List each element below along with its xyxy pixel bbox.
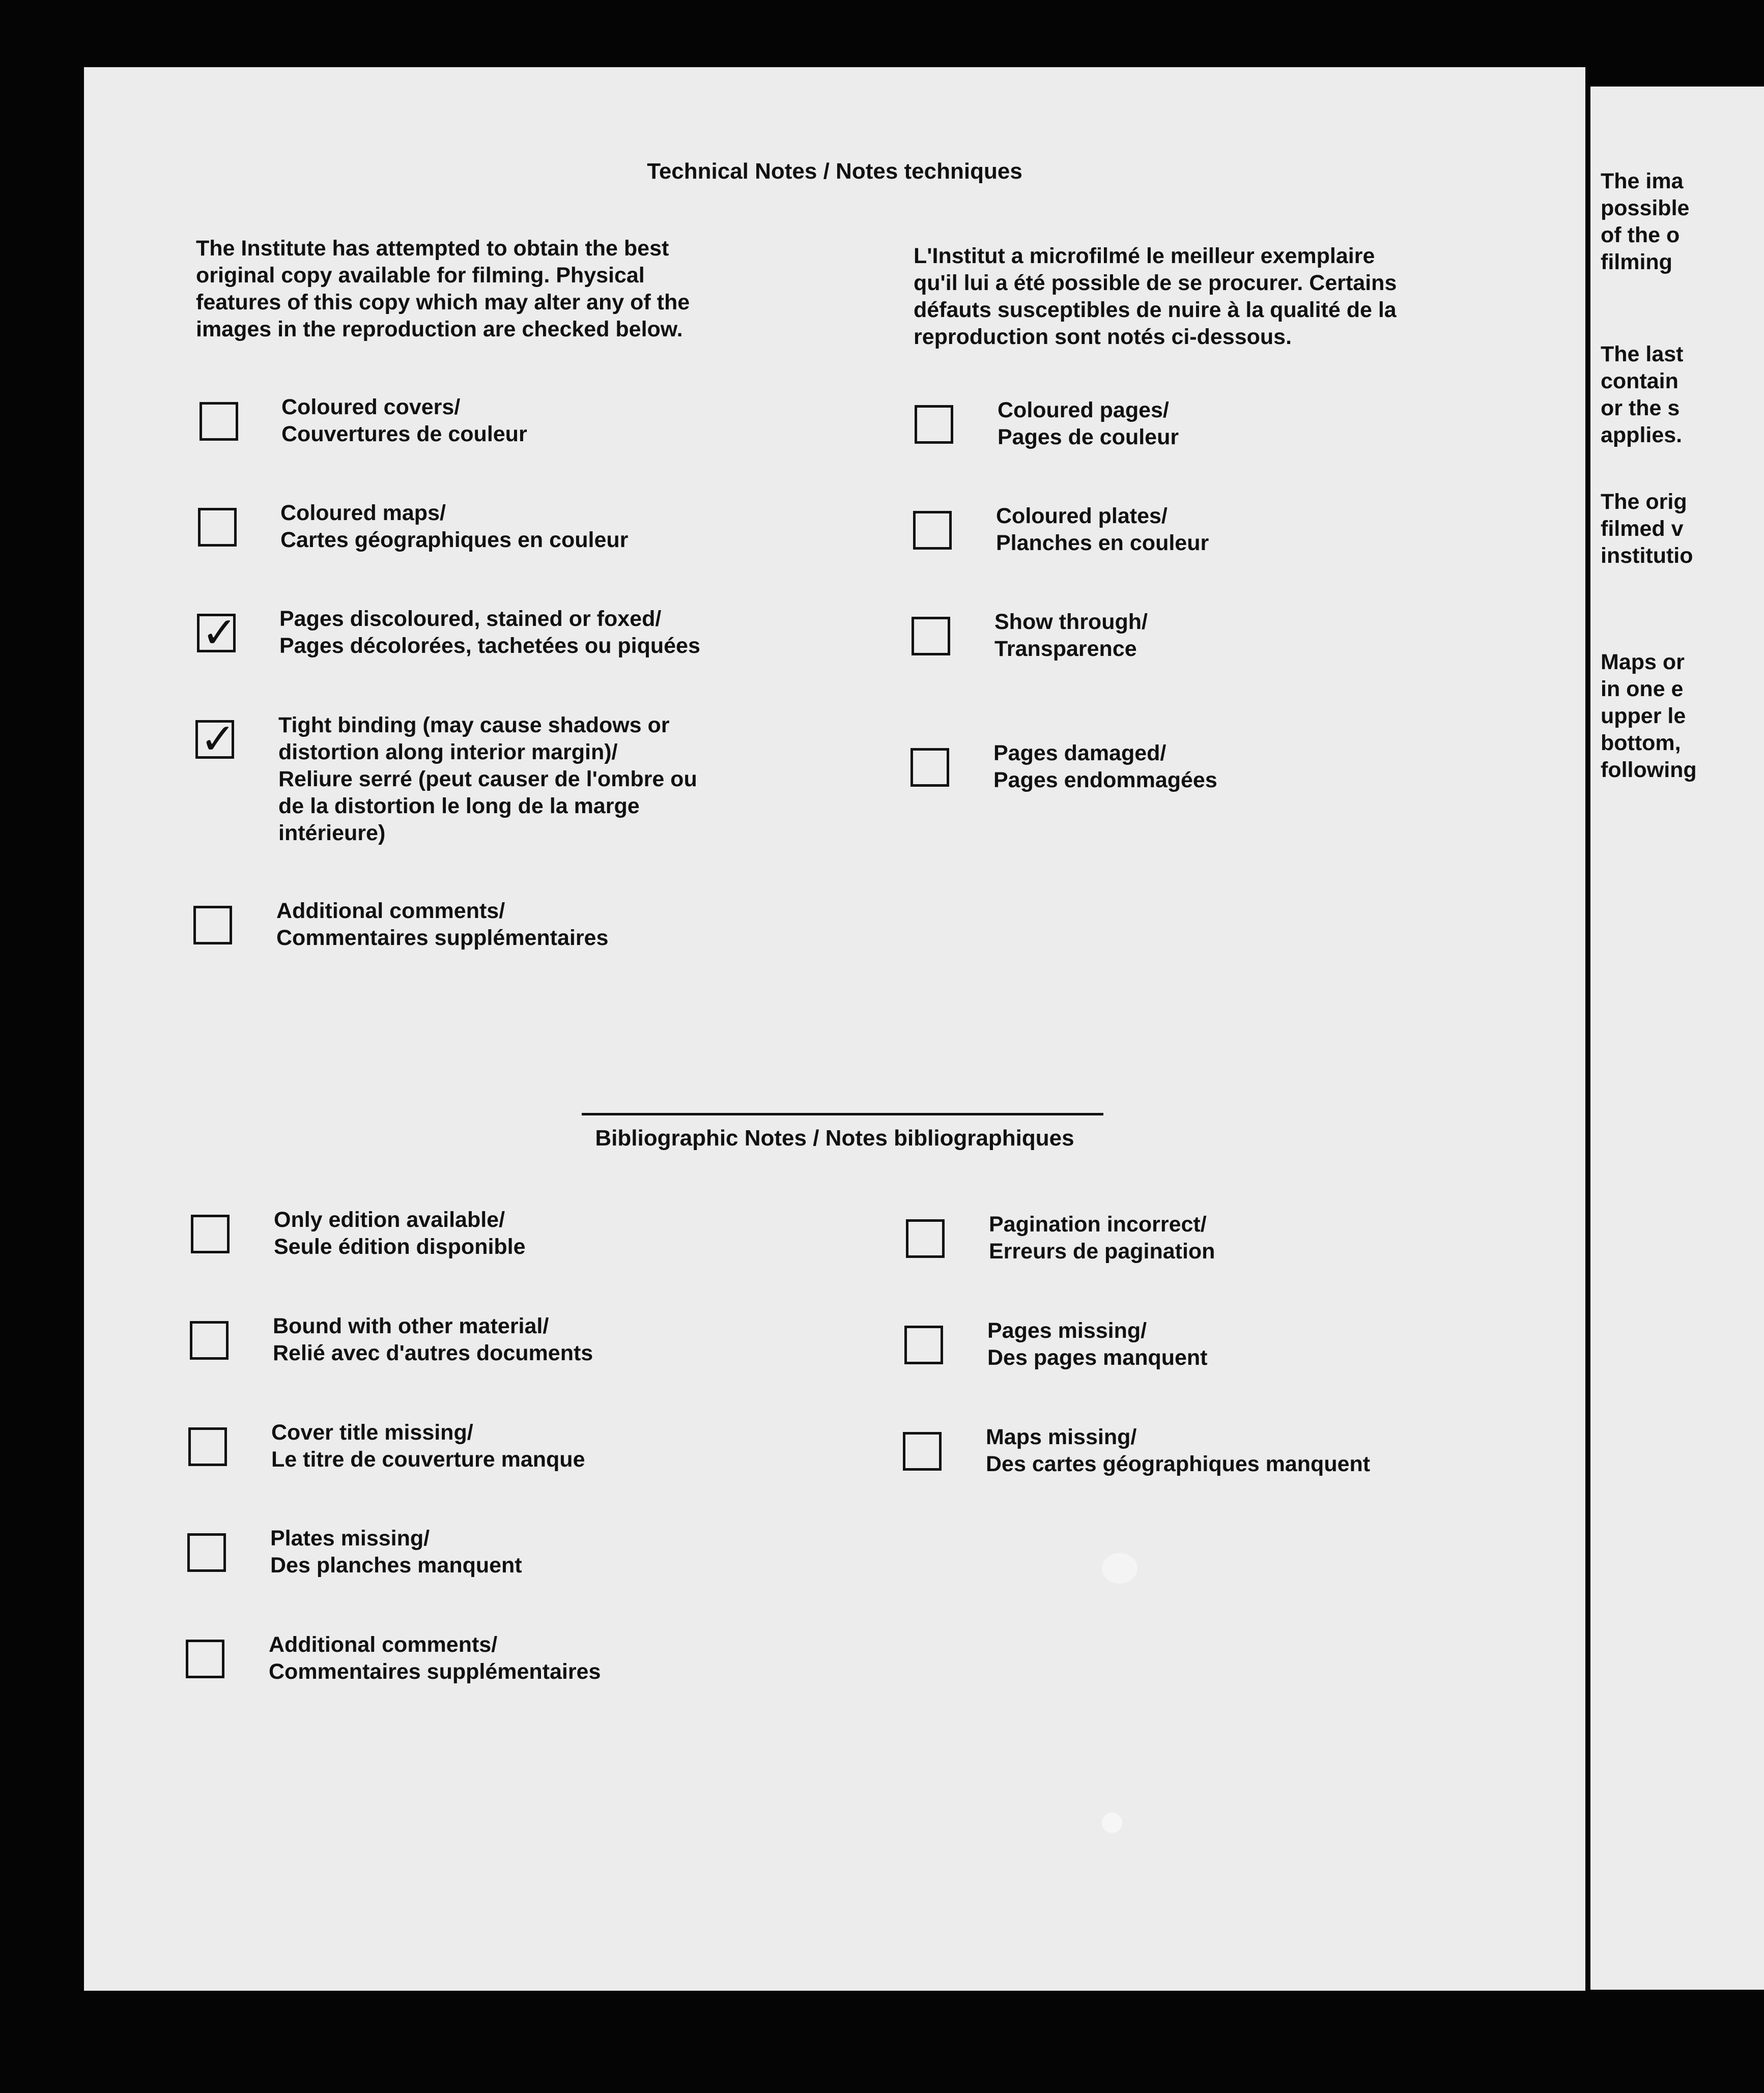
section-divider	[582, 1113, 1103, 1115]
scan-speck	[1102, 1813, 1122, 1833]
pages-discoloured-label-en: Pages discoloured, stained or foxed/	[279, 607, 662, 631]
adjacent-text-line: bottom,	[1601, 731, 1681, 755]
maps-missing-label-en: Maps missing/	[986, 1425, 1137, 1449]
adjacent-text-line: following	[1601, 758, 1697, 782]
coloured-pages-label-en: Coloured pages/	[998, 398, 1169, 422]
intro-fr-line: reproduction sont notés ci-dessous.	[914, 325, 1292, 349]
coloured-covers-label-fr: Couvertures de couleur	[281, 422, 527, 446]
pagination-incorrect-label-en: Pagination incorrect/	[989, 1212, 1207, 1237]
intro-en-line: original copy available for filming. Physical	[196, 263, 645, 288]
coloured-covers-checkbox[interactable]	[200, 402, 238, 441]
adjacent-text-line: contain	[1601, 369, 1678, 393]
bib-additional-comments-checkbox[interactable]	[186, 1640, 224, 1678]
pagination-incorrect-checkbox[interactable]	[906, 1219, 945, 1258]
coloured-maps-checkbox[interactable]	[198, 508, 237, 547]
additional-comments-checkbox[interactable]	[193, 906, 232, 944]
tight-binding-label-line: Reliure serré (peut causer de l'ombre ou	[278, 767, 697, 791]
cover-title-missing-checkbox[interactable]	[188, 1427, 227, 1466]
technical-notes-page	[84, 67, 1585, 1991]
coloured-plates-label-en: Coloured plates/	[996, 504, 1168, 528]
coloured-pages-label-fr: Pages de couleur	[998, 425, 1179, 449]
adjacent-text-line: or the s	[1601, 396, 1680, 420]
adjacent-text-line: filming	[1601, 250, 1672, 274]
maps-missing-label-fr: Des cartes géographiques manquent	[986, 1452, 1371, 1476]
adjacent-text-line: applies.	[1601, 423, 1683, 447]
pages-discoloured-label-fr: Pages décolorées, tachetées ou piquées	[279, 634, 700, 658]
intro-en-line: The Institute has attempted to obtain the best	[196, 236, 669, 261]
pages-missing-label-en: Pages missing/	[987, 1318, 1147, 1343]
show-through-label-en: Show through/	[994, 610, 1148, 634]
pages-damaged-label-en: Pages damaged/	[993, 741, 1166, 765]
adjacent-text-line: of the o	[1601, 223, 1680, 247]
only-edition-label-en: Only edition available/	[274, 1208, 505, 1232]
adjacent-text-line: filmed v	[1601, 517, 1684, 541]
check-mark-icon: ✓	[200, 714, 236, 764]
bound-with-label-fr: Relié avec d'autres documents	[273, 1341, 593, 1365]
coloured-pages-checkbox[interactable]	[915, 405, 953, 444]
intro-en-line: features of this copy which may alter any of the	[196, 290, 690, 314]
show-through-label-fr: Transparence	[994, 637, 1137, 661]
intro-fr-line: qu'il lui a été possible de se procurer. Certains	[914, 271, 1397, 295]
show-through-checkbox[interactable]	[912, 617, 950, 655]
tight-binding-label-line: de la distortion le long de la marge	[278, 794, 640, 818]
pages-discoloured-checkbox[interactable]	[197, 608, 238, 657]
additional-comments-label-fr: Commentaires supplémentaires	[276, 926, 609, 950]
bibliographic-notes-title: Bibliographic Notes / Notes bibliographiques	[595, 1126, 1074, 1151]
pages-missing-checkbox[interactable]	[904, 1326, 943, 1364]
bound-with-label-en: Bound with other material/	[273, 1314, 549, 1338]
technical-notes-title: Technical Notes / Notes techniques	[647, 159, 1022, 184]
adjacent-text-line: The ima	[1601, 169, 1684, 193]
pages-damaged-checkbox[interactable]	[911, 748, 949, 787]
plates-missing-label-fr: Des planches manquent	[270, 1553, 522, 1578]
bound-with-checkbox[interactable]	[190, 1321, 229, 1360]
adjacent-page-fragment	[1590, 87, 1764, 1990]
coloured-covers-label-en: Coloured covers/	[281, 395, 461, 419]
coloured-maps-label-en: Coloured maps/	[280, 501, 446, 525]
coloured-plates-checkbox[interactable]	[913, 511, 952, 550]
bib-additional-comments-label-fr: Commentaires supplémentaires	[269, 1659, 601, 1684]
adjacent-text-line: institutio	[1601, 543, 1693, 568]
bib-additional-comments-label-en: Additional comments/	[269, 1632, 498, 1657]
intro-fr-line: L'Institut a microfilmé le meilleur exemplaire	[914, 244, 1375, 268]
intro-fr-line: défauts susceptibles de nuire à la qualité de la	[914, 298, 1397, 322]
plates-missing-label-en: Plates missing/	[270, 1526, 430, 1551]
adjacent-text-line: The last	[1601, 342, 1684, 366]
plates-missing-checkbox[interactable]	[187, 1533, 226, 1572]
adjacent-text-line: Maps or	[1601, 650, 1685, 674]
tight-binding-label-line: Tight binding (may cause shadows or	[278, 713, 670, 737]
adjacent-text-line: The orig	[1601, 490, 1687, 514]
adjacent-text-line: in one e	[1601, 677, 1684, 701]
coloured-plates-label-fr: Planches en couleur	[996, 531, 1209, 555]
coloured-maps-label-fr: Cartes géographiques en couleur	[280, 528, 629, 552]
adjacent-text-line: upper le	[1601, 704, 1686, 728]
tight-binding-label-line: intérieure)	[278, 821, 386, 845]
pages-damaged-label-fr: Pages endommagées	[993, 768, 1217, 792]
check-mark-icon: ✓	[202, 608, 238, 657]
only-edition-checkbox[interactable]	[191, 1215, 230, 1253]
scan-speck	[1102, 1553, 1137, 1584]
pages-missing-label-fr: Des pages manquent	[987, 1345, 1208, 1370]
maps-missing-checkbox[interactable]	[903, 1432, 942, 1471]
cover-title-missing-label-fr: Le titre de couverture manque	[271, 1447, 585, 1472]
additional-comments-label-en: Additional comments/	[276, 899, 505, 923]
tight-binding-label-line: distortion along interior margin)/	[278, 740, 618, 764]
cover-title-missing-label-en: Cover title missing/	[271, 1420, 473, 1445]
pagination-incorrect-label-fr: Erreurs de pagination	[989, 1239, 1215, 1264]
only-edition-label-fr: Seule édition disponible	[274, 1235, 526, 1259]
tight-binding-checkbox[interactable]	[195, 714, 236, 764]
intro-en-line: images in the reproduction are checked below.	[196, 317, 683, 341]
adjacent-text-line: possible	[1601, 196, 1690, 220]
